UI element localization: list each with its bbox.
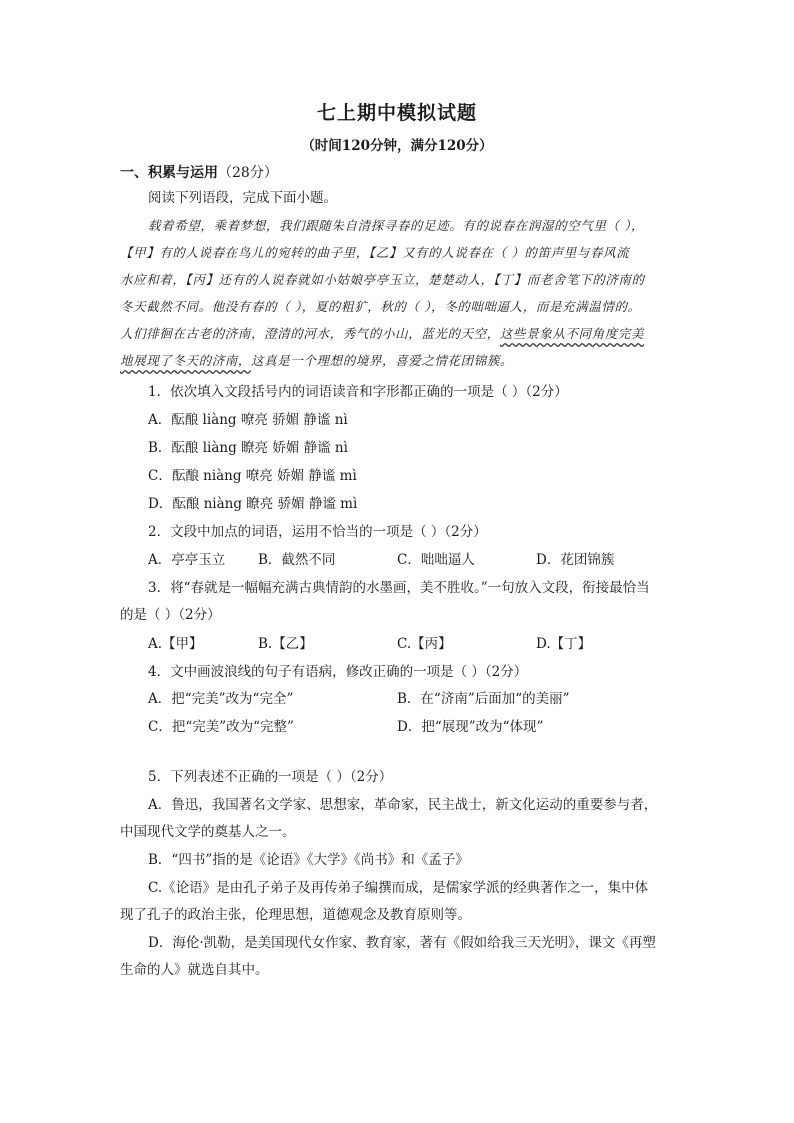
question-2-stem: 2．文段中加点的词语，运用不恰当的一项是（ ）（2分） [148,524,487,540]
question-3-option: A.【甲】 [148,636,203,652]
question-3-option: D.【丁】 [536,636,592,652]
question-4-option: B．在“济南”后面加“的美丽” [397,691,570,707]
question-4-option: D．把“展现”改为“体现” [397,719,544,735]
question-1-option: C．酝酿 niàng 嘹亮 娇媚 静谧 mì [148,468,357,484]
question-5-option: B．“四书”指的是《论语》《大学》《尚书》和《孟子》 [148,852,469,868]
instruction: 阅读下列语段，完成下面小题。 [148,190,337,206]
page-title: 七上期中模拟试题 [316,102,477,124]
question-1-option: A．酝酿 liàng 嘹亮 骄媚 静谧 nì [148,412,348,428]
passage-line: 【甲】有的人说春在鸟儿的宛转的曲子里，【乙】又有的人说春在（ ）的笛声里与春风流 [120,245,630,260]
question-5-option: C.《论语》是由孔子弟子及再传弟子编撰而成，是儒家学派的经典著作之一，集中体 [148,880,649,896]
passage-text: 这真是一个理想的境界，喜爱之情花团锦簇。 [251,353,514,368]
question-3-stem: 3．将“春就是一幅幅充满古典情韵的水墨画，美不胜收。”一句放入文段，衔接最恰当 [148,580,650,596]
question-3-option: C.【丙】 [397,636,452,652]
question-2-option: A．亭亭玉立 [148,552,226,568]
passage-text: 人们徘徊在古老的济南，澄清的河水，秀气的小山，蓝光的天空， [120,326,500,341]
question-1-option: B．酝酿 liàng 瞭亮 娇媚 静谧 nì [148,440,348,456]
question-5-option: D．海伦·凯勒，是美国现代女作家、教育家，著有《假如给我三天光明》，课文《再塑 [148,935,656,951]
section-points: （28分） [218,165,278,181]
passage-line: 水应和着，【丙】还有的人说春就如小姑娘亭亭玉立，楚楚动人，【丁】而老舍笔下的济南的 [120,272,645,287]
question-1-option: D．酝酿 niàng 瞭亮 骄媚 静谧 mì [148,496,358,512]
question-3-option: B.【乙】 [258,636,313,652]
question-2-option: C．咄咄逼人 [397,552,475,568]
wavy-sentence: 这些景象从不同角度完美 [499,326,645,341]
passage-line: 冬天截然不同。他没有春的（ ），夏的粗犷，秋的（ ），冬的咄咄逼人，而是充满温情的。 [120,299,641,314]
question-3-stem: 的是（ ）（2分） [120,607,221,623]
question-4-option: C．把“完美”改为“完整” [148,719,294,735]
question-4-option: A．把“完美”改为“完全” [148,691,294,707]
question-5-option: 生命的人》就选自其中。 [120,962,269,978]
passage-line: 载着希望，乘着梦想，我们跟随朱自清探寻春的足迹。有的说春在润湿的空气里（ ）， [148,218,645,233]
exam-subtitle: （时间120分钟，满分120分） [301,138,493,154]
question-1-stem: 1．依次填入文段括号内的词语读音和字形都正确的一项是（ ）（2分） [148,384,568,400]
section-title: 一、积累与运用 [120,165,218,181]
passage-line [120,324,680,344]
question-4-stem: 4．文中画波浪线的句子有语病，修改正确的一项是（ ）（2分） [148,664,528,680]
question-5-option: 现了孔子的政治主张，伦理思想，道德观念及教育原则等。 [120,907,471,923]
wavy-sentence: 地展现了冬天的济南， [120,353,252,368]
question-2-option: B．截然不同 [258,552,336,568]
question-5-option: 中国现代文学的奠基人之一。 [120,824,296,840]
question-5-option: A．鲁迅，我国著名文学家、思想家，革命家，民主战士，新文化运动的重要参与者， [148,797,658,813]
section-heading [120,162,278,182]
question-5-stem: 5．下列表述不正确的一项是（ ）（2分） [148,769,393,785]
passage-line [120,351,680,371]
question-2-option: D．花团锦簇 [536,552,615,568]
